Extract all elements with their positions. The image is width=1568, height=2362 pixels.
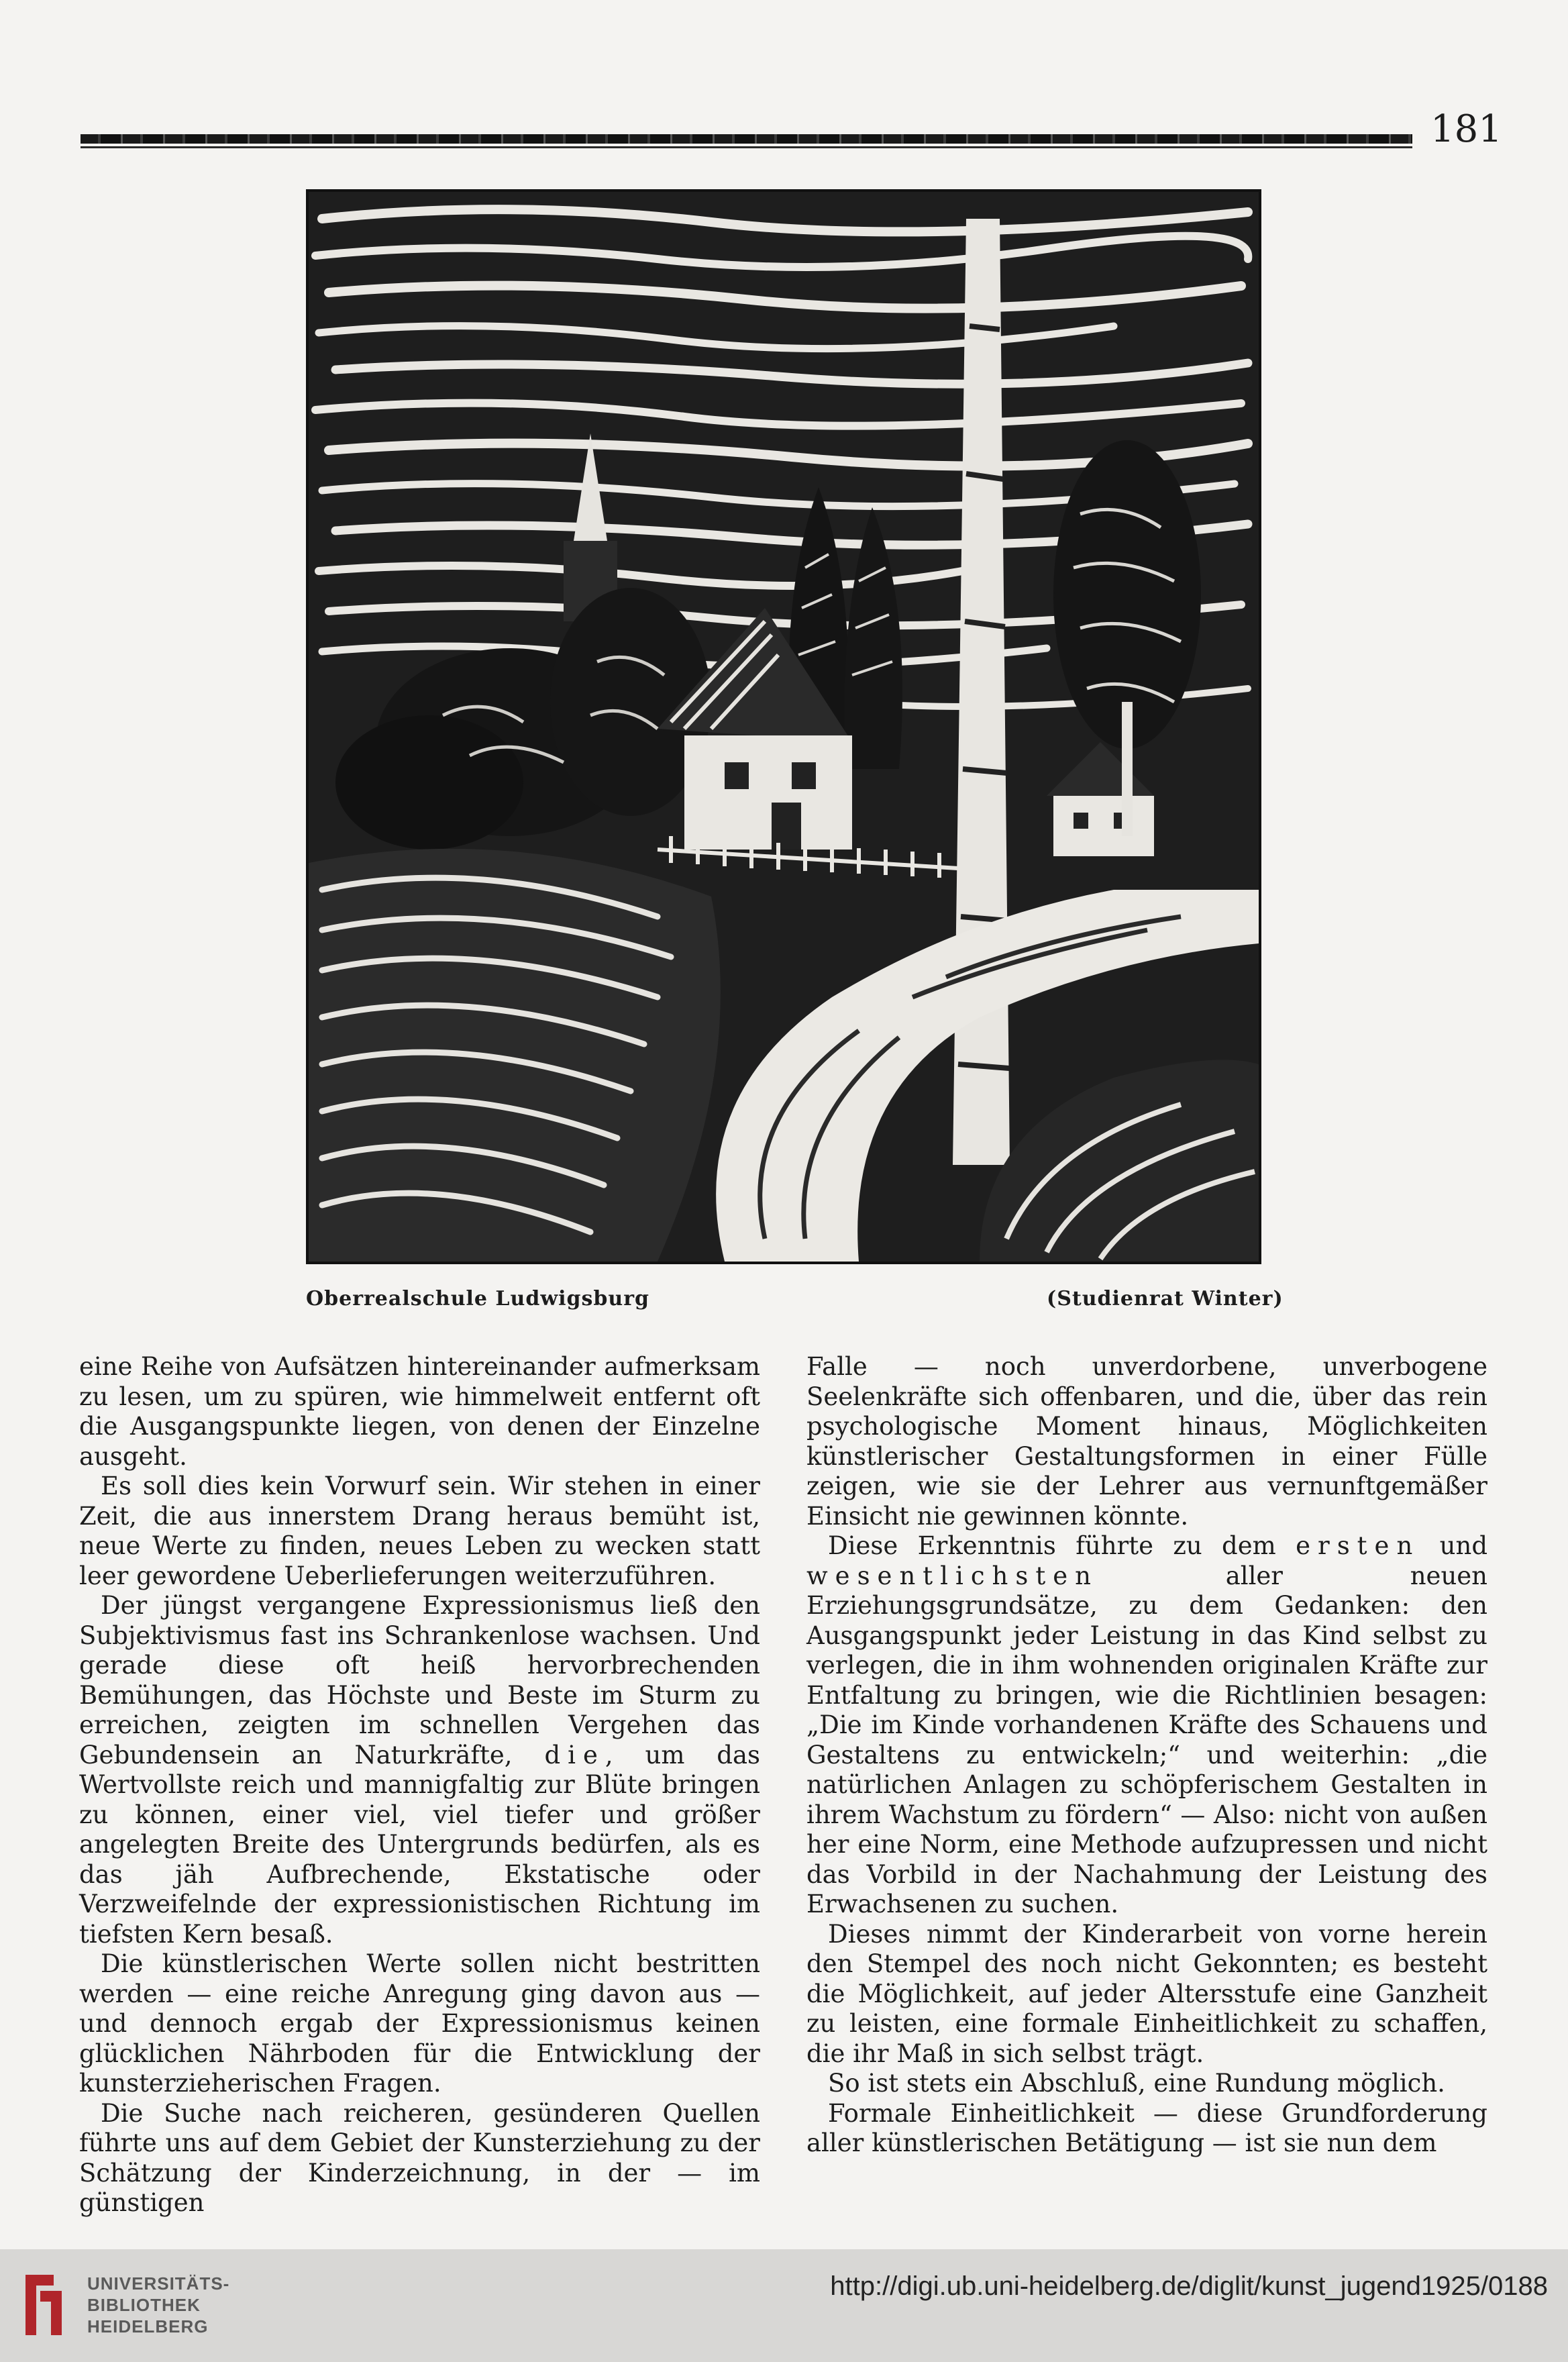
text-column-left — [79, 1352, 760, 2218]
paragraph: Die Suche nach reicheren, gesünderen Quellen führte uns auf dem Gebiet der Kunsterziehung zu der Schätzung der Kinderzeichnung, in der — im günstigen — [79, 2098, 760, 2217]
paragraph: Dieses nimmt der Kinderarbeit von vorne herein den Stempel des noch nicht Gekonnten; es besteht die Möglichkeit, auf jeder Altersstufe eine Ganzheit zu leisten, eine formale Einheitlichkeit zu schaffen, die ihr Maß in sich selbst trägt. — [806, 1919, 1487, 2068]
digitization-footer — [0, 2249, 1568, 2362]
header-rule-thin — [81, 146, 1412, 148]
paragraph-text: , um das Wertvollste reich und mannigfaltig zur Blüte bringen zu können, einer viel, viel tiefer und größer angelegten Breite des Untergrunds bedürfen, als es das jäh Aufbrechende, Ekstatische oder Verzweifelnde der expressionistischen Richtung im tiefsten Kern besaß. — [79, 1740, 761, 1949]
paragraph: Es soll dies kein Vorwurf sein. Wir stehen in einer Zeit, die aus innerstem Drang heraus bemüht ist, neue Werte zu finden, neues Leben zu wecken statt leer gewordene Ueberlieferungen weiterzuführen. — [79, 1472, 760, 1590]
paragraph-text: und — [1439, 1531, 1488, 1560]
library-name-line: BIBLIOTHEK — [87, 2295, 201, 2315]
illustration-caption-artist: (Studienrat Winter) — [1047, 1287, 1284, 1311]
paragraph: Falle — noch unverdorbene, unverbogene Seelenkräfte sich offenbaren, und die, über das rein psychologische Moment hinaus, Möglichkeiten künstlerischer Gestaltungsformen in einer Fülle zeigen, wie sie der Lehrer aus vernunftgemäßer Einsicht nie gewinnen könnte. — [806, 1352, 1487, 1531]
emphasized-word: die — [544, 1740, 605, 1769]
text-column-right — [806, 1352, 1487, 2159]
woodcut-illustration — [306, 189, 1261, 1264]
emphasized-word: ersten — [1296, 1531, 1420, 1560]
page-number: 181 — [1430, 107, 1502, 151]
paragraph-text: Diese Erkenntnis führte zu dem — [828, 1531, 1276, 1560]
paragraph-text: Der jüngst vergangene Expressionismus ließ den Subjektivismus fast ins Schrankenlose wachsen. Und gerade diese oft heiß hervorbrechenden Bemühungen, das Höchste und Beste im Sturm zu erreichen, zeigten im schnellen Vergehen das Gebundensein an Naturkräfte, — [79, 1591, 760, 1769]
woodcut-landscape-image — [309, 192, 1259, 1262]
library-name-line: HEIDELBERG — [87, 2316, 209, 2337]
illustration-caption-school: Oberrealschule Ludwigsburg — [306, 1287, 649, 1311]
source-url-link[interactable]: http://digi.ub.uni-heidelberg.de/diglit/kunst_jugend1925/0188 — [830, 2271, 1548, 2301]
library-logo-icon — [20, 2268, 67, 2342]
paragraph — [79, 1591, 760, 1949]
library-name-line: UNIVERSITÄTS- — [87, 2273, 230, 2294]
paragraph: So ist stets ein Abschluß, eine Rundung möglich. — [828, 2069, 1445, 2098]
emphasized-word: wesentlichsten — [806, 1561, 1098, 1590]
paragraph-text: aller neuen Erziehungsgrundsätze, zu dem Gedanken: den Ausgangspunkt jeder Leistung in das Kind selbst zu verlegen, die in ihm wohnenden originalen Kräfte zur Entfaltung zu bringen, wie die Richtlinien besagen: „Die im Kinde vorhandenen Kräfte des Schauens und Gestaltens zu entwickeln;“ und weiterhin: „die natürlichen Anlagen zu schöpferischem Gestalten in ihrem Wachstum zu fördern“ — Also: nicht von außen her eine Norm, eine Methode aufzupressen und nicht das Vorbild in der Nachahmung der Leistung des Erwachsenen zu suchen. — [806, 1561, 1488, 1918]
paragraph: eine Reihe von Aufsätzen hintereinander aufmerksam zu lesen, um zu spüren, wie himmelweit entfernt oft die Ausgangspunkte liegen, von denen der Einzelne ausgeht. — [79, 1352, 760, 1471]
header-rule — [81, 134, 1412, 144]
paragraph: Formale Einheitlichkeit — diese Grundforderung aller künstlerischen Betätigung — ist sie nun dem — [806, 2098, 1487, 2157]
paragraph: Die künstlerischen Werte sollen nicht bestritten werden — eine reiche Anregung ging davon aus — und dennoch ergab der Expressionismus keinen glücklichen Nährboden für die Entwicklung der kunsterzieherischen Fragen. — [79, 1949, 760, 2098]
paragraph — [806, 1531, 1487, 1920]
